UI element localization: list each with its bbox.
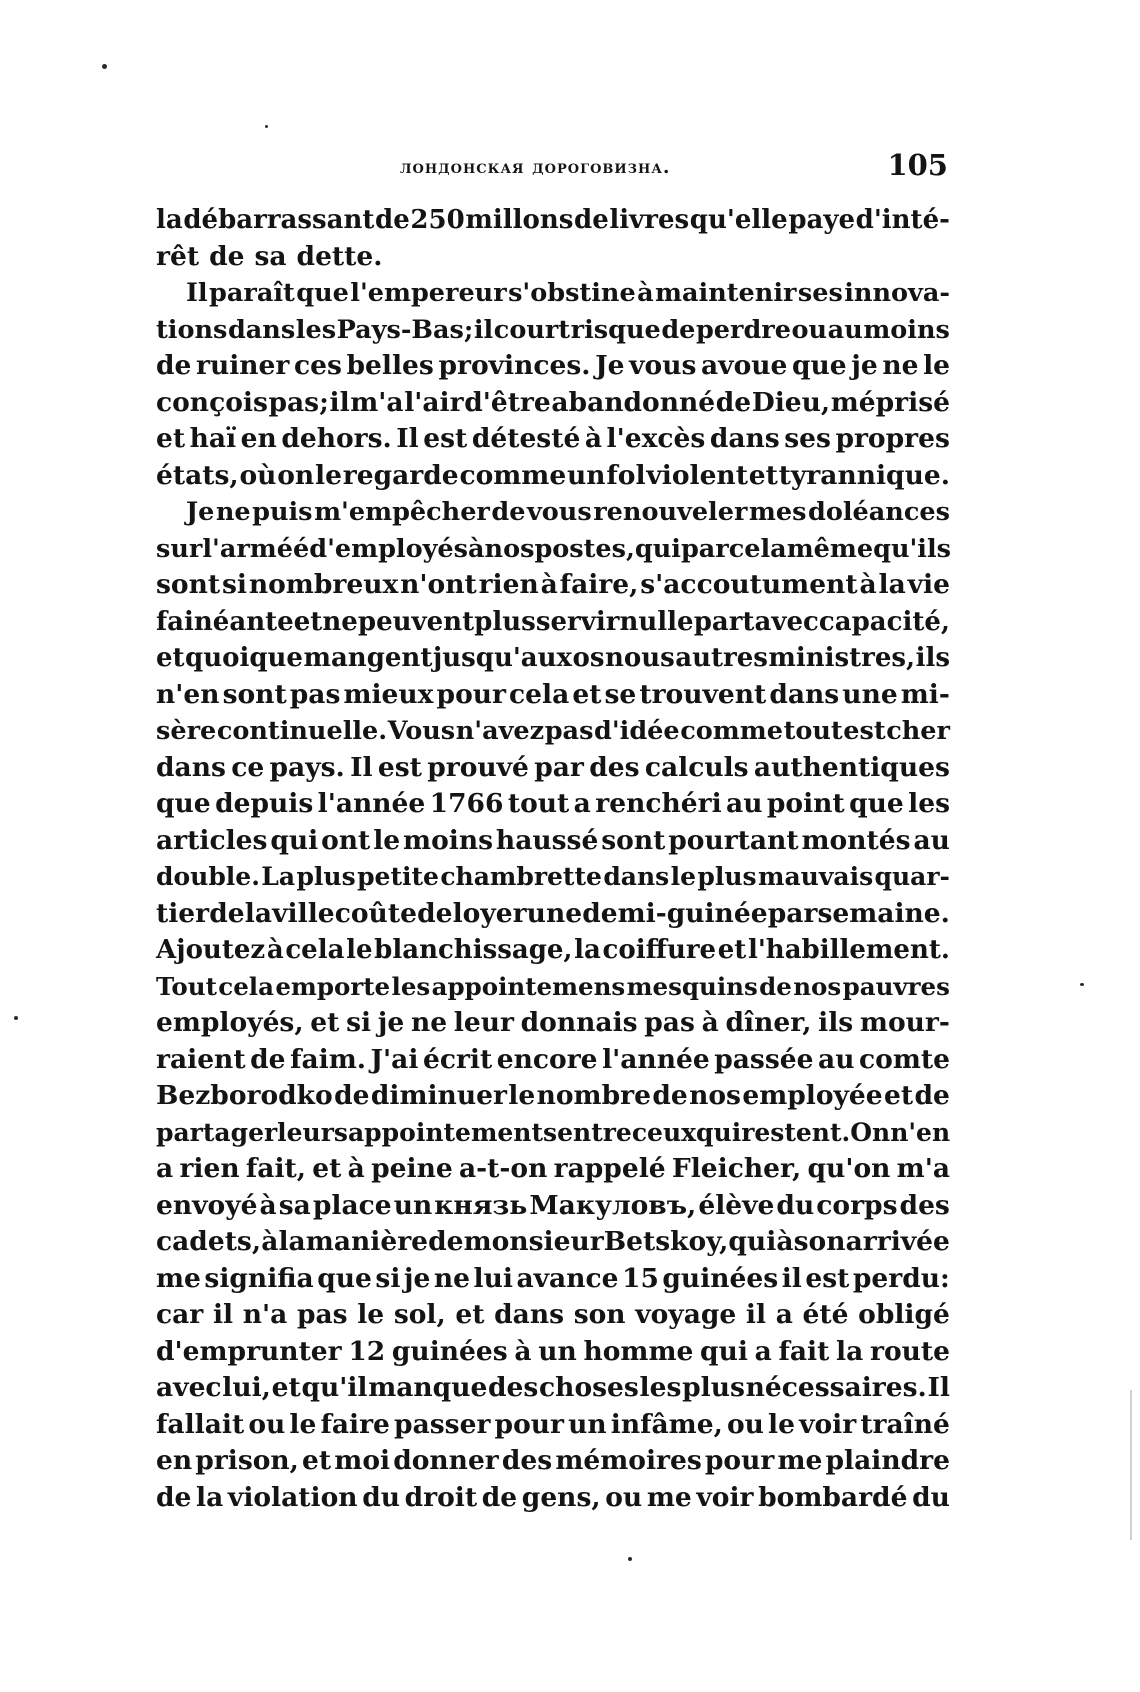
scan-speck	[102, 64, 107, 69]
text-line: de la violation du droit de gens, ou me voir bombardé du	[156, 1481, 950, 1513]
scan-speck	[628, 1557, 632, 1561]
text-line: rêt de sa dette.	[156, 240, 383, 272]
text-line: dans ce pays. Il est prouvé par des calculs authentiques	[156, 751, 950, 783]
scan-speck	[265, 125, 268, 128]
text-line: car il n'a pas le sol, et dans son voyage il a été obligé	[156, 1299, 950, 1330]
text-line: double. La plus petite chambrette dans le plus mauvais quar-	[156, 862, 950, 891]
text-line: sont si nombreux n'ont rien à faire, s'accoutument à la vie	[156, 569, 950, 600]
text-line: fainéante et ne peuvent plus servir nulle part avec capacité,	[156, 606, 950, 637]
text-line: tier de la ville coûte de loyer une demi-guinée par semaine.	[156, 897, 950, 929]
scan-speck	[1080, 983, 1084, 986]
text-line: avec lui, et qu'il manque des choses les plus nécessaires. Il	[156, 1372, 950, 1403]
text-line: envoyé à sa place un князь Макуловъ, élève du corps des	[156, 1189, 950, 1221]
text-line: Il paraît que l'empereur s'obstine à maintenir ses innova-	[186, 278, 950, 308]
body-text	[156, 202, 950, 1516]
text-line: Tout cela emporte les appointemens mesquins de nos pauvres	[156, 971, 950, 1001]
text-line: la débarrassant de 250 millons de livres qu'elle paye d'inté-	[156, 205, 950, 235]
scan-edge-mark	[1130, 1390, 1132, 1540]
text-line: états, où on le regarde comme un fol violent et tyrannique.	[156, 459, 950, 491]
running-head: лондонская дороговизна.	[400, 156, 671, 178]
text-line: me signifia que si je ne lui avance 15 guinées il est perdu:	[156, 1262, 950, 1294]
text-line: et haï en dehors. Il est détesté à l'excès dans ses propres	[156, 423, 950, 454]
text-line: tions dans les Pays-Bas; il court risque de perdre ou au moins	[156, 314, 950, 345]
text-line: en prison, et moi donner des mémoires pour me plaindre	[156, 1445, 950, 1476]
text-line: a rien fait, et à peine a-t-on rappelé Fleicher, qu'on m'a	[156, 1153, 950, 1184]
text-line: sur l'arméé d'employés à nos postes, qui par cela même qu'ils	[156, 533, 952, 564]
text-line: cadets, à la manière de monsieur Betskoy, qui à son arrivée	[156, 1226, 950, 1257]
text-line: Je ne puis m'empêcher de vous renouveler mes doléances	[186, 497, 950, 527]
text-line: articles qui ont le moins haussé sont pourtant montés au	[156, 824, 950, 856]
text-line: Bezborodko de diminuer le nombre de nos employée et de	[156, 1080, 950, 1111]
text-line: et quoique mangent jusqu'aux os nous autres ministres, ils	[156, 643, 950, 673]
text-line: Ajoutez à cela le blanchissage, la coiffure et l'habillement.	[156, 935, 950, 965]
scan-speck	[14, 1016, 18, 1020]
text-line: employés, et si je ne leur donnais pas à dîner, ils mour-	[156, 1007, 950, 1038]
text-line: fallait ou le faire passer pour un infâme, ou le voir traîné	[156, 1408, 950, 1440]
text-line: d'emprunter 12 guinées à un homme qui a fait la route	[156, 1335, 950, 1367]
page-header	[400, 146, 960, 186]
text-line: n'en sont pas mieux pour cela et se trouvent dans une mi-	[156, 678, 950, 710]
text-line: raient de faim. J'ai écrit encore l'année passée au comte	[156, 1043, 950, 1075]
page-number: 105	[887, 148, 948, 182]
text-line: de ruiner ces belles provinces. Je vous avoue que je ne le	[156, 350, 950, 381]
text-line: partager leurs appointements entre ceux qui restent. On n'en	[156, 1117, 951, 1147]
text-line: conçois pas; il m'a l'air d'être abandonné de Dieu, méprisé	[156, 386, 950, 418]
text-line: sère continuelle. Vous n'avez pas d'idée comme tout est cher	[156, 716, 950, 746]
text-line: que depuis l'année 1766 tout a renchéri au point que les	[156, 788, 950, 819]
